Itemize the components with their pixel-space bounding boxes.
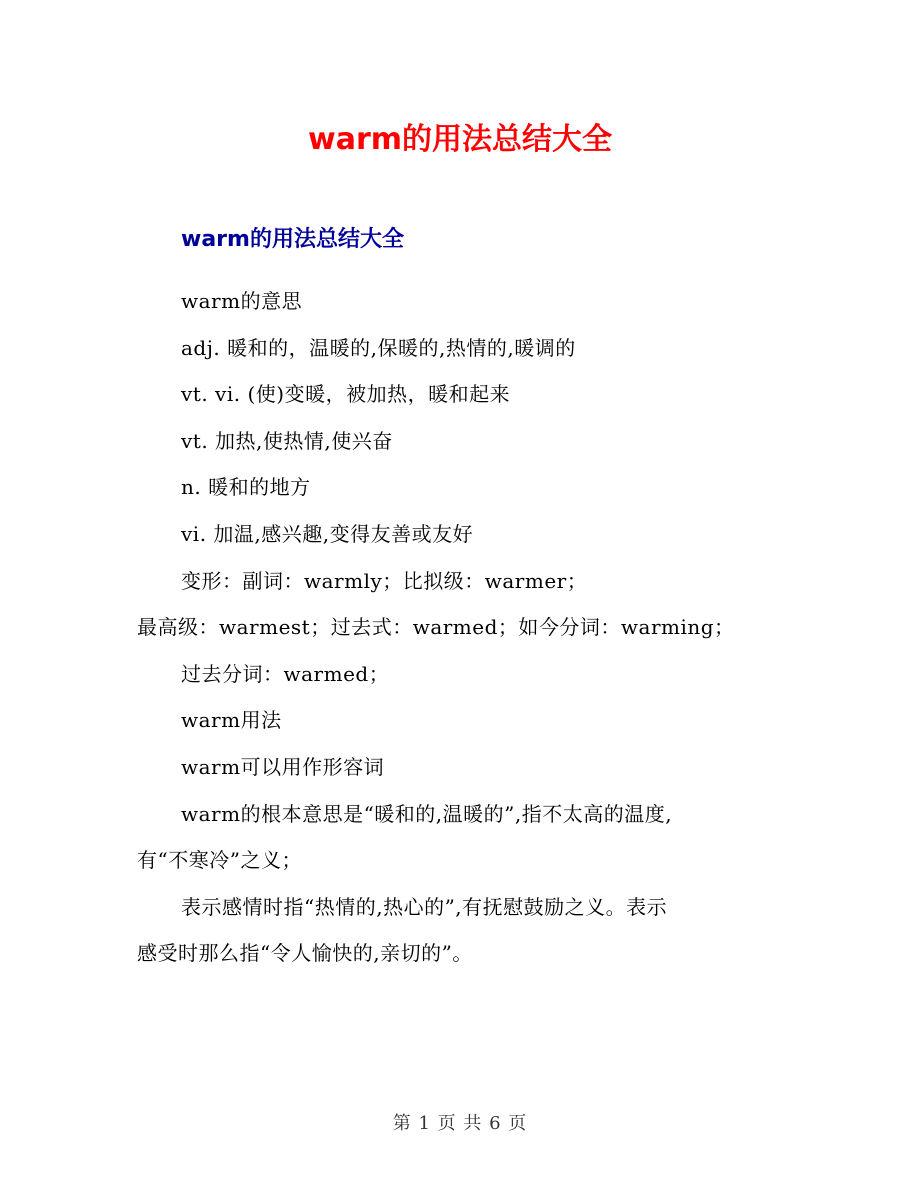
document-title: warm的用法总结大全: [307, 122, 612, 157]
paragraph-line: 有“不寒冷”之义；: [137, 848, 302, 873]
paragraph-line: vt. 加热,使热情,使兴奋: [181, 428, 393, 453]
paragraph-line: adj. 暖和的，温暖的,保暖的,热情的,暖调的: [181, 335, 576, 360]
paragraph-line: 表示感情时指“热情的,热心的”,有抚慰鼓励之义。表示: [181, 894, 668, 919]
paragraph-line: 过去分词：warmed；: [181, 661, 390, 686]
paragraph-line: warm的意思: [181, 289, 303, 313]
paragraph-line: 最高级：warmest；过去式：warmed；如今分词：warming；: [137, 615, 735, 640]
paragraph-line: warm用法: [181, 708, 282, 733]
section-heading: warm的用法总结大全: [181, 227, 404, 252]
paragraph-line: warm可以用作形容词: [181, 754, 385, 779]
paragraph-line: vt. vi. (使)变暖，被加热，暖和起来: [181, 382, 511, 407]
document-body: [137, 278, 787, 977]
paragraph-line: 变形：副词：warmly；比拟级：warmer；: [181, 568, 588, 593]
paragraph-line: 感受时那么指“令人愉快的,亲切的”。: [137, 941, 473, 966]
page-footer: 第 1 页 共 6 页: [392, 1113, 528, 1134]
paragraph-line: vi. 加温,感兴趣,变得友善或友好: [181, 521, 474, 546]
paragraph-line: n. 暖和的地方: [181, 475, 311, 500]
paragraph-line: warm的根本意思是“暖和的,温暖的”,指不太高的温度,: [181, 801, 673, 826]
